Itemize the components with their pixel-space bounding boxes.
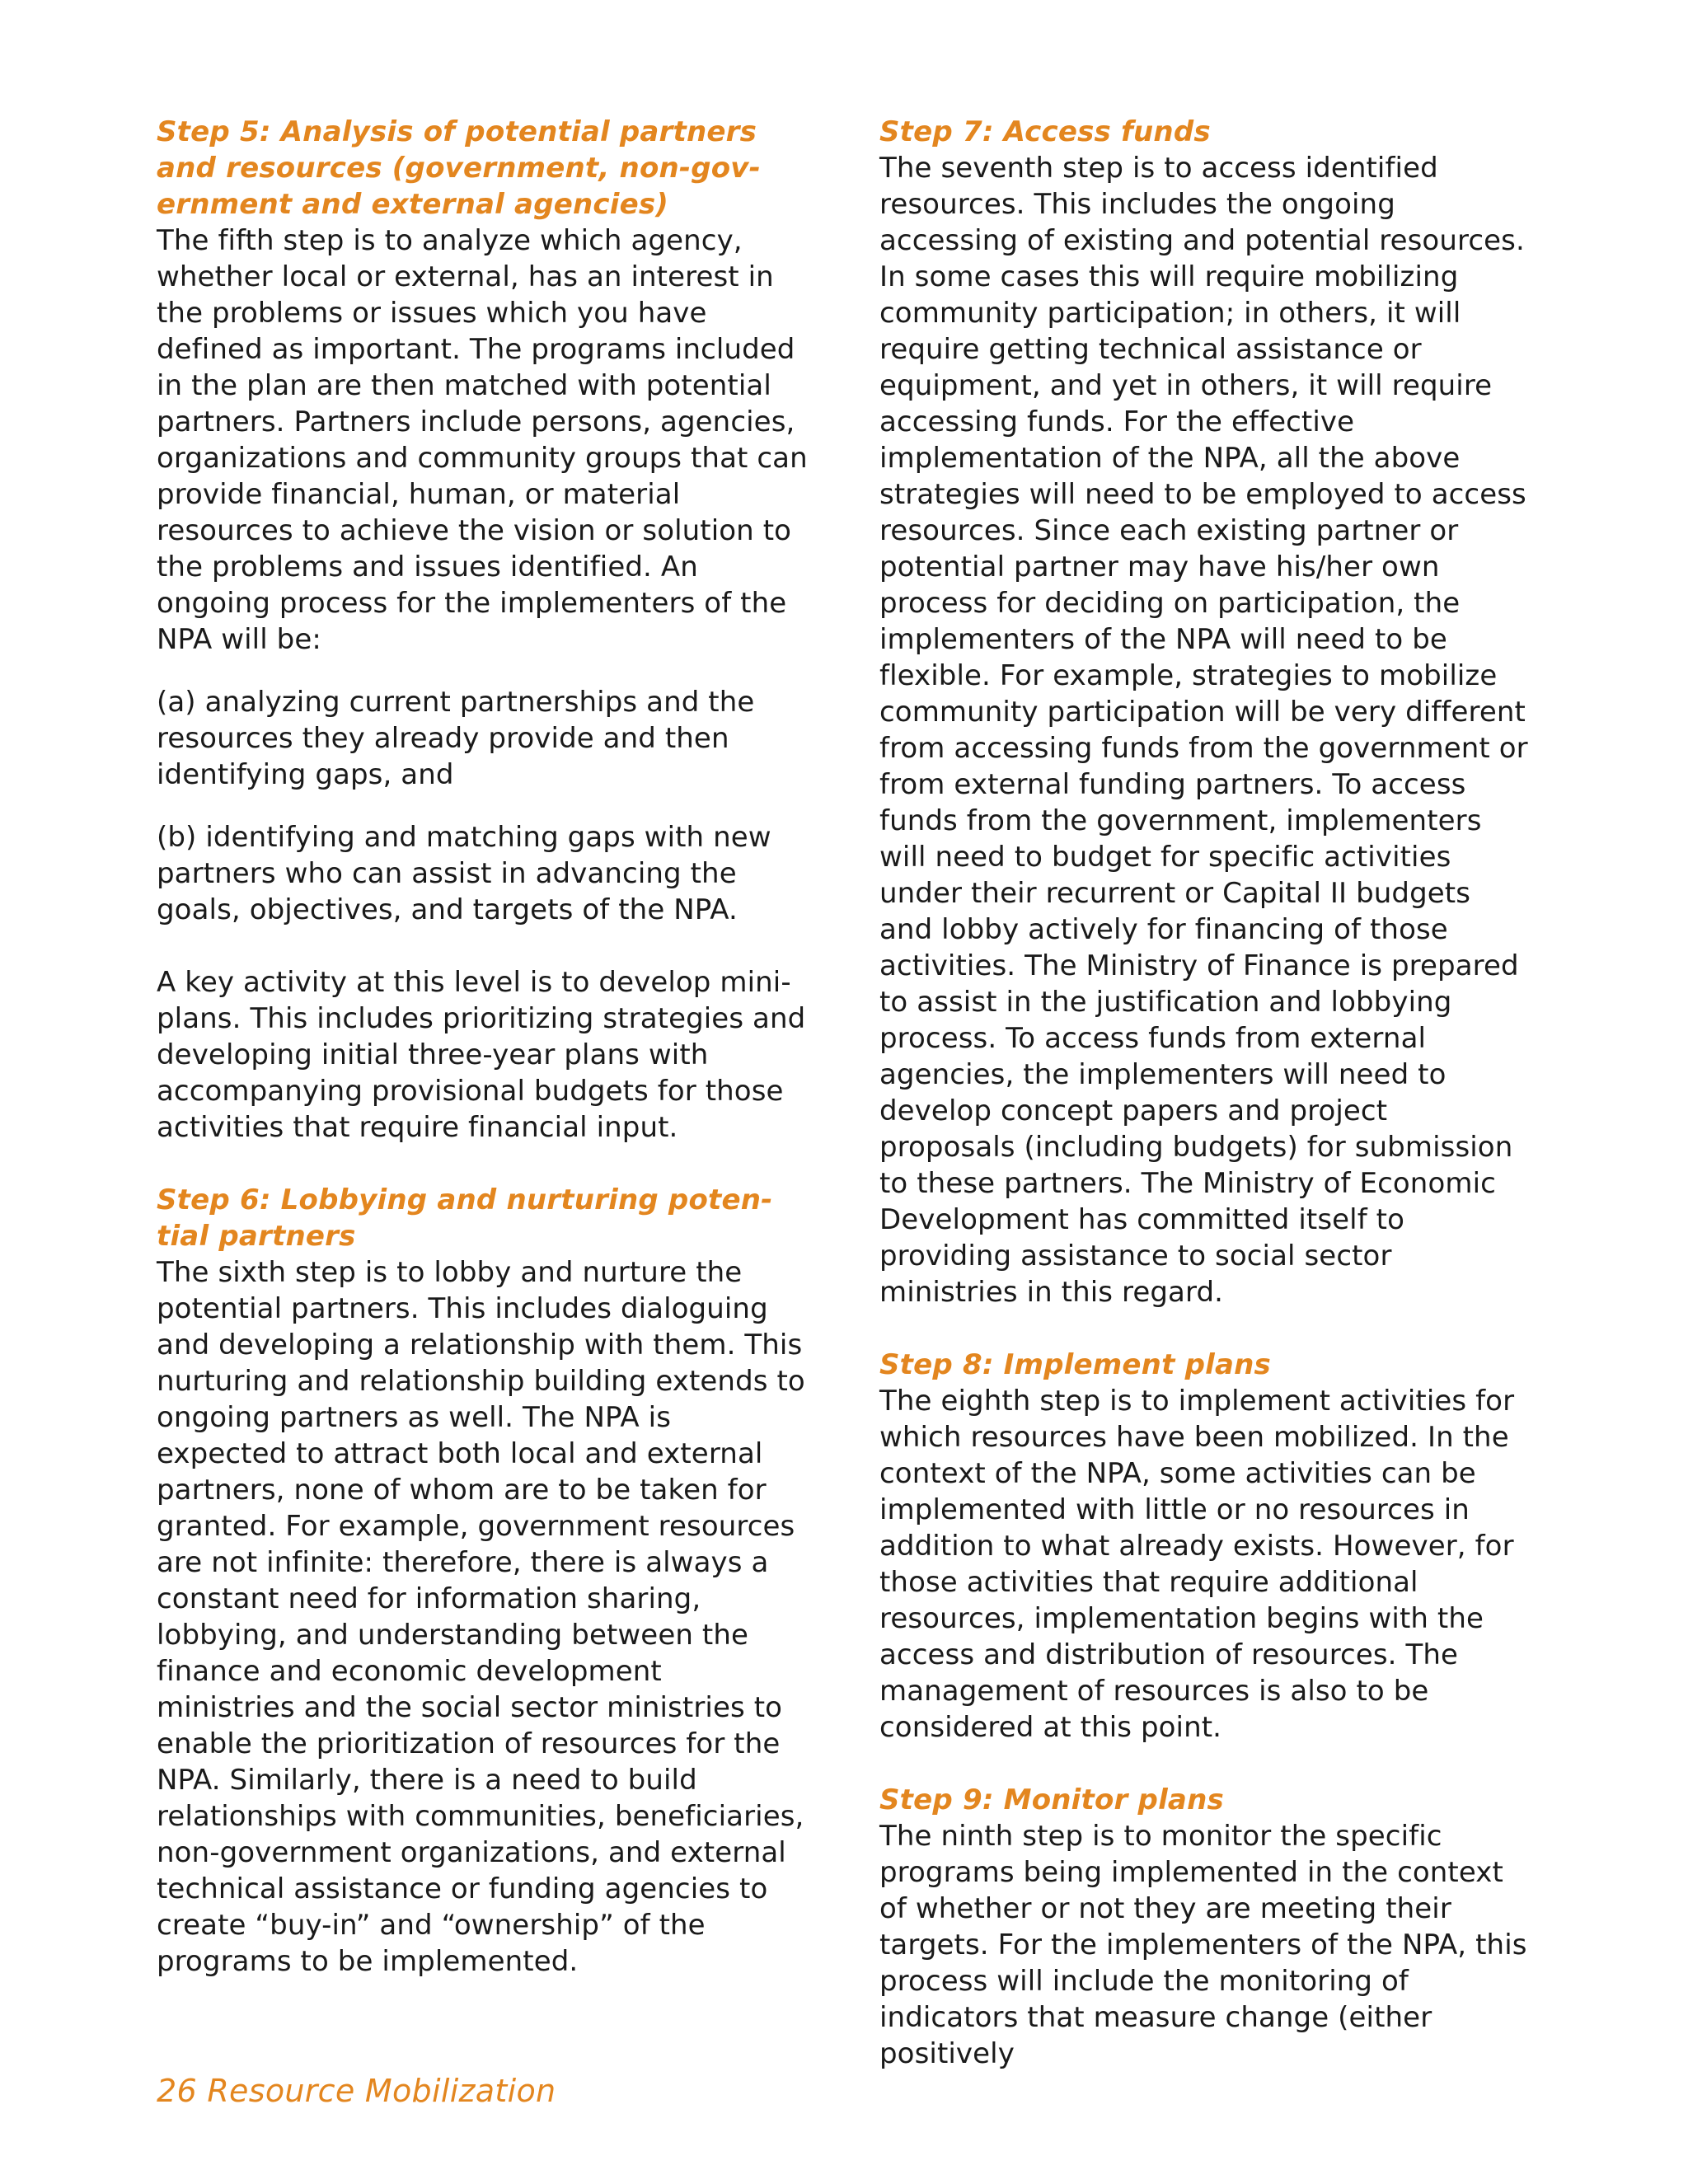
step6-heading-line1: Step 6: Lobbying and nurturing poten- (157, 1183, 773, 1216)
spacer (157, 1146, 808, 1182)
step6-section (157, 1182, 808, 1980)
step5-heading (157, 114, 808, 223)
spacer (879, 1310, 1531, 1347)
step9-paragraph: The ninth step is to monitor the specific programs being implemented in the context of whether or not they are meeting their targets. For the implementers of the NPA, this process will include the monitoring of indicators that measure change (either positively (879, 1820, 1527, 2070)
spacer (157, 928, 808, 964)
step5-item-a: (a) analyzing current partnerships and the resources they already provide and then identifying gaps, and (157, 686, 755, 791)
step5-heading-line3: ernment and external agencies) (157, 188, 669, 221)
left-column (157, 114, 808, 1980)
step5-section (157, 114, 808, 1146)
step5-heading-line2: and resources (government, non-gov- (157, 152, 761, 185)
step7-heading: Step 7: Access funds (879, 115, 1211, 148)
page-footer (157, 2070, 556, 2111)
step6-heading (157, 1182, 808, 1254)
step5-heading-line1: Step 5: Analysis of potential partners (157, 115, 757, 148)
step8-paragraph: The eighth step is to implement activities for which resources have been mobilized. In the context of the NPA, some activities can be implemented with little or no resources in addition to what already exists. However, for those activities that require additional resources, implementation begins with the access and distribution of resources. The management of resources is also to be considered at this point. (879, 1385, 1515, 1744)
step5-item-b: (b) identifying and matching gaps with new partners who can assist in advancing the goals, objectives, and targets of the NPA. (157, 821, 771, 926)
step9-heading: Step 9: Monitor plans (879, 1783, 1224, 1816)
spacer (157, 658, 808, 684)
spacer (157, 793, 808, 819)
footer-page-label: 26 Resource Mobilization (157, 2073, 556, 2109)
step5-paragraph-mini-plans: A key activity at this level is to develop mini-plans. This includes prioritizing strategies and developing initial three-year plans with accompanying provisional budgets for those activities that require financial input. (157, 966, 806, 1144)
step9-section (879, 1782, 1531, 2072)
spacer (879, 1746, 1531, 1782)
right-column (879, 114, 1531, 2072)
step8-section (879, 1347, 1531, 1746)
step7-paragraph: The seventh step is to access identified resources. This includes the ongoing accessing of existing and potential resources. In some cases this will require mobilizing community participation; in others, it will require getting technical assistance or equipment, and yet in others, it will require accessing funds. For the effective implementation of the NPA, all the above strategies will need to be employed to access resources. Since each existing partner or potential partner may have his/her own process for deciding on participation, the implementers of the NPA will need to be flexible. For example, strategies to mobilize community participation will be very different from accessing funds from the government or from external funding partners. To access funds from the government, implementers will need to budget for specific activities under their recurrent or Capital II budgets and lobby actively for financing of those activities. The Ministry of Finance is prepared to assist in the justification and lobbying process. To access funds from external agencies, the implementers will need to develop concept papers and project proposals (including budgets) for submission to these partners. The Ministry of Economic Development has committed itself to providing assistance to social sector ministries in this regard. (879, 152, 1528, 1309)
step7-section (879, 114, 1531, 1310)
step6-heading-line2: tial partners (157, 1220, 356, 1253)
step5-paragraph-intro: The fifth step is to analyze which agency, whether local or external, has an interest in the problems or issues which you have defined as important. The programs included in the plan are then matched with potential partners. Partners include persons, agencies, organizations and community groups that can provide financial, human, or material resources to achieve the vision or solution to the problems and issues identified. An ongoing process for the implementers of the NPA will be: (157, 224, 808, 656)
step6-paragraph: The sixth step is to lobby and nurture the potential partners. This includes dialoguing and developing a relationship with them. This nurturing and relationship building extends to ongoing partners as well. The NPA is expected to attract both local and external partners, none of whom are to be taken for granted. For example, government resources are not infinite: therefore, there is always a constant need for information sharing, lobbying, and understanding between the finance and economic development ministries and the social sector ministries to enable the prioritization of resources for the NPA. Similarly, there is a need to build relationships with communities, beneficiaries, non-government organizations, and external technical assistance or funding agencies to create “buy-in” and “ownership” of the programs to be implemented. (157, 1256, 805, 1978)
step8-heading: Step 8: Implement plans (879, 1348, 1271, 1381)
